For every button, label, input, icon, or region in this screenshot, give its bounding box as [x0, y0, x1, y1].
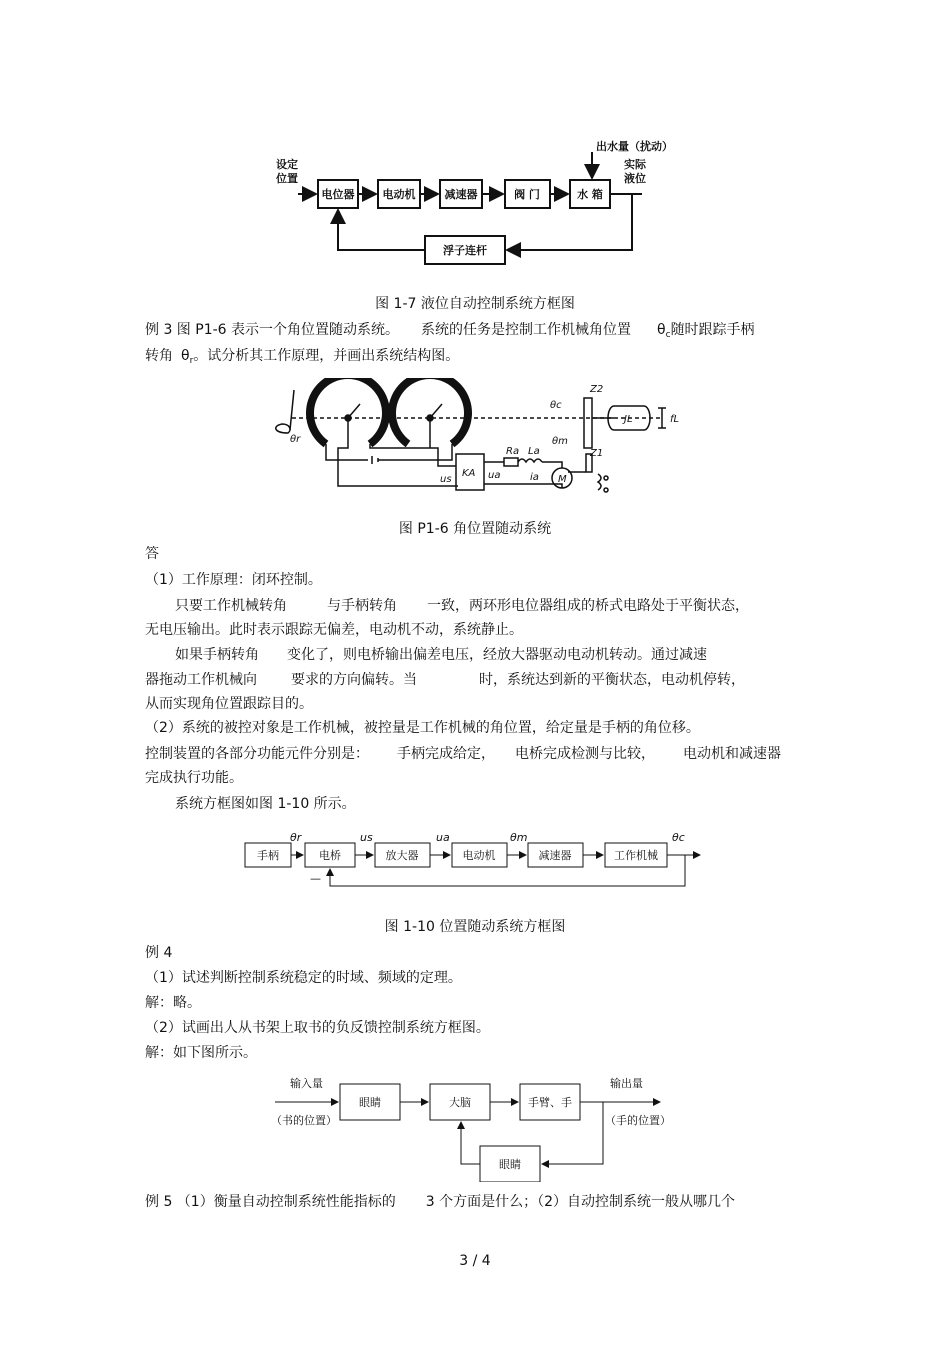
label-ua: ua — [488, 470, 501, 481]
ex5-line: 例 5 （1）衡量自动控制系统性能指标的 3 个方面是什么；（2）自动控制系统一般从哪几个 — [145, 1194, 735, 1210]
ex4-a2: 解：如下图所示。 — [145, 1045, 257, 1061]
book-output-label: 输出量 — [610, 1077, 643, 1090]
handle-knob-icon — [276, 424, 290, 433]
fig17-block-potentiometer: 电位器 — [321, 188, 355, 201]
answer-p7: （2）系统的被控对象是工作机械，被控量是工作机械的角位置，给定量是手柄的角位移。 — [145, 720, 700, 736]
book-block-label-arm-hand: 手臂、手 — [528, 1096, 572, 1109]
fig17-input-label-1: 设定 — [276, 158, 298, 171]
answer-p4: 如果手柄转角 变化了，则电桥输出偏差电压，经放大器驱动电动机转动。通过减速 — [175, 647, 707, 663]
book-block-label-eyes: 眼睛 — [359, 1096, 381, 1109]
fig110-block-label-motor: 电动机 — [462, 849, 496, 862]
label-ka: KA — [462, 468, 476, 479]
page-number: 3 / 4 — [459, 1253, 491, 1269]
label-fl: fL — [670, 414, 680, 425]
signal-theta-c: θc — [672, 831, 685, 844]
fig17-disturbance-label: 出水量（扰动） — [596, 140, 673, 153]
fig110-block-label-reducer: 减速器 — [538, 849, 572, 862]
signal-ua: ua — [436, 831, 450, 844]
figure-1-10-caption: 图 1-10 位置随动系统方框图 — [384, 919, 566, 935]
fig110-block-label-work-machine: 工作机械 — [614, 849, 658, 862]
fig17-block-tank: 水 箱 — [577, 188, 603, 201]
inductor-la — [518, 459, 542, 462]
label-ia: ia — [530, 472, 539, 483]
fig17-block-float-link: 浮子连杆 — [443, 244, 487, 257]
book-block-label-eyes-feedback: 眼睛 — [499, 1158, 521, 1171]
figure-1-7-caption: 图 1-7 液位自动控制系统方框图 — [375, 296, 575, 312]
ex4-q2: （2）试画出人从书架上取书的负反馈控制系统方框图。 — [145, 1020, 490, 1036]
label-la: La — [528, 446, 540, 457]
answer-p1: （1）工作原理：闭环控制。 — [145, 572, 322, 588]
ex4-q1: （1）试述判断控制系统稳定的时域、频域的定理。 — [145, 970, 462, 986]
label-us: us — [440, 474, 452, 485]
answer-p2: 只要工作机械转角 与手柄转角 一致，两环形电位器组成的桥式电路处于平衡状态， — [175, 598, 749, 614]
label-theta-r: θr — [290, 434, 301, 445]
resistor-ra — [504, 458, 518, 466]
fig17-input-label-2: 位置 — [276, 172, 298, 185]
signal-theta-m: θm — [510, 831, 528, 844]
ex3-line-2: 转角 $\theta_r$。试分析其工作原理，并画出系统结构图。 — [145, 348, 460, 366]
book-feedback-diagram — [265, 1070, 680, 1182]
book-output-sublabel: （手的位置） — [605, 1114, 671, 1127]
label-z1: Z1 — [590, 448, 604, 459]
signal-theta-r: θr — [290, 831, 302, 844]
figure-1-10-diagram — [240, 828, 710, 898]
book-block-label-brain: 大脑 — [449, 1096, 471, 1109]
answer-p9: 完成执行功能。 — [145, 770, 243, 786]
answer-head: 答 — [145, 546, 159, 562]
figure-p1-6-diagram — [268, 378, 688, 503]
answer-p8: 控制装置的各部分功能元件分别是： 手柄完成给定， 电桥完成检测与比较， 电动机和减速器 — [145, 746, 781, 762]
book-input-label: 输入量 — [290, 1077, 323, 1090]
label-z2: Z2 — [590, 384, 604, 395]
gear-z2-icon — [584, 398, 592, 448]
fig17-block-reducer: 减速器 — [444, 188, 478, 201]
fig110-block-label-amplifier: 放大器 — [385, 849, 419, 862]
book-input-sublabel: （书的位置） — [271, 1114, 337, 1127]
label-theta-c: θc — [550, 400, 562, 411]
ex4-head: 例 4 — [145, 945, 173, 961]
fig17-block-valve: 阀 门 — [514, 188, 540, 201]
fig17-output-label-2: 液位 — [624, 172, 646, 185]
answer-p6: 从而实现角位置跟踪目的。 — [145, 696, 313, 712]
label-theta-m: θm — [552, 436, 568, 447]
label-ra: Ra — [506, 446, 520, 457]
answer-p5: 器拖动工作机械向 要求的方向偏转。当 时，系统达到新的平衡状态，电动机停转， — [145, 672, 745, 688]
fig17-block-motor: 电动机 — [382, 188, 416, 201]
fig110-block-label-handle: 手柄 — [257, 849, 279, 862]
label-jl: JL — [624, 414, 633, 425]
feedback-minus-sign: — — [310, 872, 321, 885]
answer-p3: 无电压输出。此时表示跟踪无偏差，电动机不动，系统静止。 — [145, 622, 523, 638]
ex3-line-1: 例 3 图 P1-6 表示一个角位置随动系统。 系统的任务是控制工作机械角位置 $\theta_c$随时跟踪手柄 — [145, 322, 755, 340]
signal-us: us — [360, 831, 373, 844]
label-m: M — [558, 474, 567, 485]
ex4-a1: 解：略。 — [145, 995, 201, 1011]
tachometer-coil-icon — [598, 474, 601, 490]
figure-1-7-diagram — [270, 138, 700, 273]
figure-p1-6-caption: 图 P1-6 角位置随动系统 — [398, 521, 552, 537]
fig17-output-label-1: 实际 — [624, 158, 646, 171]
fig110-block-label-bridge: 电桥 — [319, 849, 341, 862]
answer-p10: 系统方框图如图 1-10 所示。 — [175, 796, 356, 812]
